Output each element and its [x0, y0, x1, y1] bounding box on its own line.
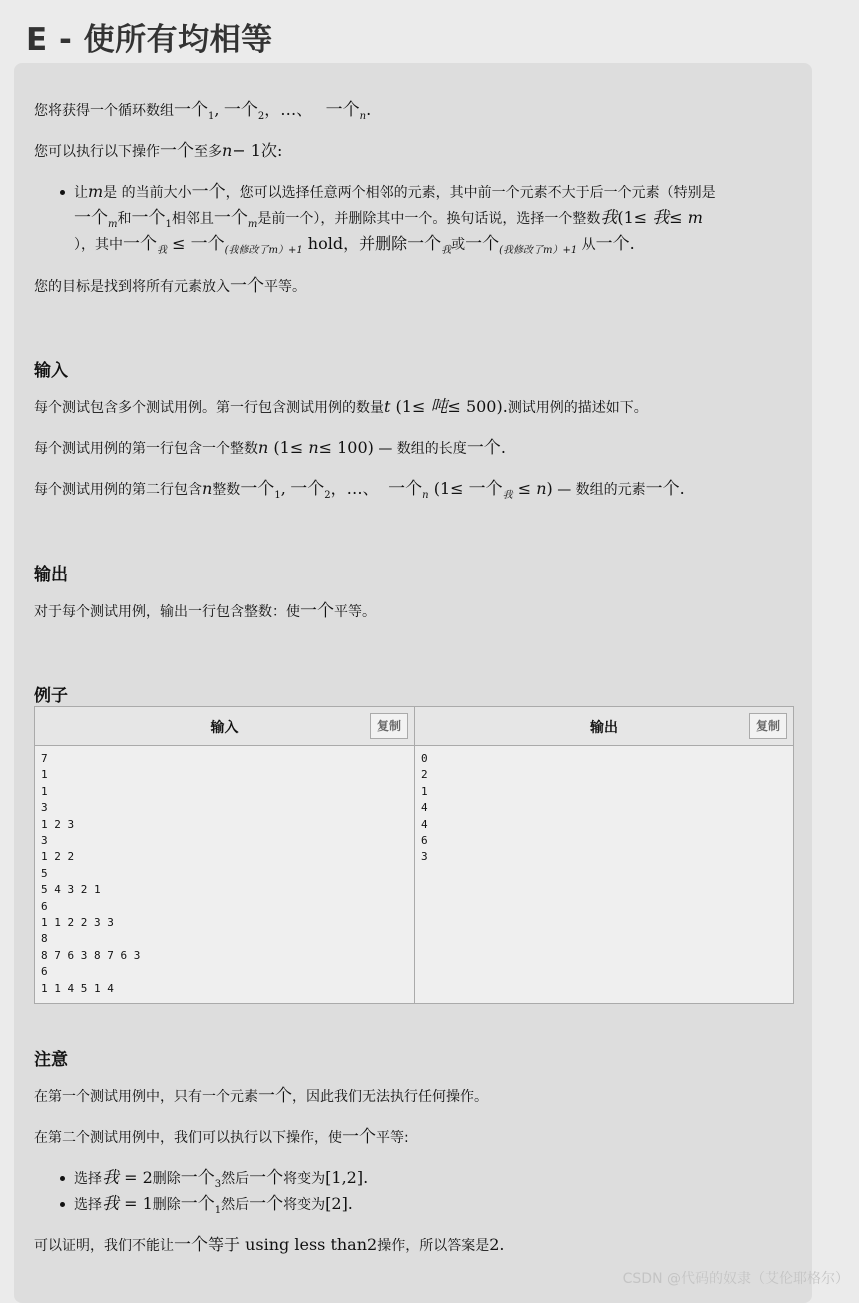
statement-paragraph-2: 您可以执行以下操作一个至多n− 1次:	[34, 141, 283, 161]
example-output-text: 0 2 1 4 4 6 3	[421, 752, 428, 864]
bullet-icon	[60, 190, 65, 195]
example-input-text: 7 1 1 3 1 2 3 3 1 2 2 5 5 4 3 2 1 6 1 1 2 2 3 3 8 8 7 6 3 8 7 6 3 6 1 1 4 5 1 4	[41, 752, 141, 995]
example-input-column	[35, 707, 415, 1003]
example-output-header	[415, 707, 793, 746]
note-list-item-1: 选择我 = 2删除一个$_3$然后一个将变为[1,2].	[74, 1168, 369, 1190]
statement-list-item-line-1: 让m是 的当前大小一个，您可以选择任意两个相邻的元素，其中前一个元素不大于后一个元素（特别是	[74, 182, 716, 202]
input-paragraph-2: 每个测试用例的第一行包含一个整数n (1≤ n≤ 100) — 数组的长度一个.	[34, 438, 506, 458]
bullet-icon	[60, 1202, 65, 1207]
copy-input-button[interactable]: 复制	[370, 713, 408, 739]
input-heading: 输入	[34, 361, 68, 381]
note-heading: 注意	[34, 1050, 68, 1070]
input-paragraph-3: 每个测试用例的第二行包含n整数一个$_1$, 一个$_2$，…、 一个$_n$ (1≤ 一个$_我$ ≤ n) — 数组的元素一个.	[34, 479, 685, 501]
watermark: CSDN @代码的奴隶（艾伦耶格尔）	[622, 1271, 849, 1287]
example-output-label: 输出	[590, 720, 618, 736]
example-input-header	[35, 707, 414, 746]
statement-paragraph-3: 您的目标是找到将所有元素放入一个平等。	[34, 276, 306, 296]
input-paragraph-1: 每个测试包含多个测试用例。第一行包含测试用例的数量t (1≤ 吨≤ 500).测试用例的描述如下。	[34, 397, 648, 417]
example-input-label: 输入	[210, 720, 239, 736]
output-paragraph-1: 对于每个测试用例，输出一行包含整数：使一个平等。	[34, 601, 376, 621]
example-heading: 例子	[34, 686, 68, 706]
bullet-icon	[60, 1176, 65, 1181]
note-paragraph-2: 在第二个测试用例中，我们可以执行以下操作，使一个平等:	[34, 1127, 409, 1147]
output-heading: 输出	[34, 565, 68, 585]
copy-output-button[interactable]: 复制	[749, 713, 787, 739]
note-paragraph-3: 可以证明，我们不能让一个等于 using less than2操作，所以答案是2.	[34, 1235, 505, 1255]
statement-list-item-line-2: 一个$_m$和一个$_1$相邻且一个$_m$是前一个），并删除其中一个。换句话说，选择一个整数我(1≤ 我≤ m	[74, 208, 703, 230]
example-box	[34, 706, 794, 1004]
example-output-column	[415, 707, 793, 1003]
note-list-item-2: 选择我 = 1删除一个$_1$然后一个将变为[2].	[74, 1194, 353, 1216]
statement-list-item-line-3: ），其中一个$_我$ ≤ 一个$_{(我修改了m)+1}$ hold，并删除一个$_我$或一个$_{(我修改了m)+1}$ 从一个.	[74, 234, 635, 256]
page-title: E - 使所有均相等	[26, 22, 273, 58]
statement-paragraph-1: 您将获得一个循环数组一个$_1$, 一个$_2$，…、 一个$_n$.	[34, 100, 372, 122]
note-paragraph-1: 在第一个测试用例中，只有一个元素一个，因此我们无法执行任何操作。	[34, 1086, 488, 1106]
